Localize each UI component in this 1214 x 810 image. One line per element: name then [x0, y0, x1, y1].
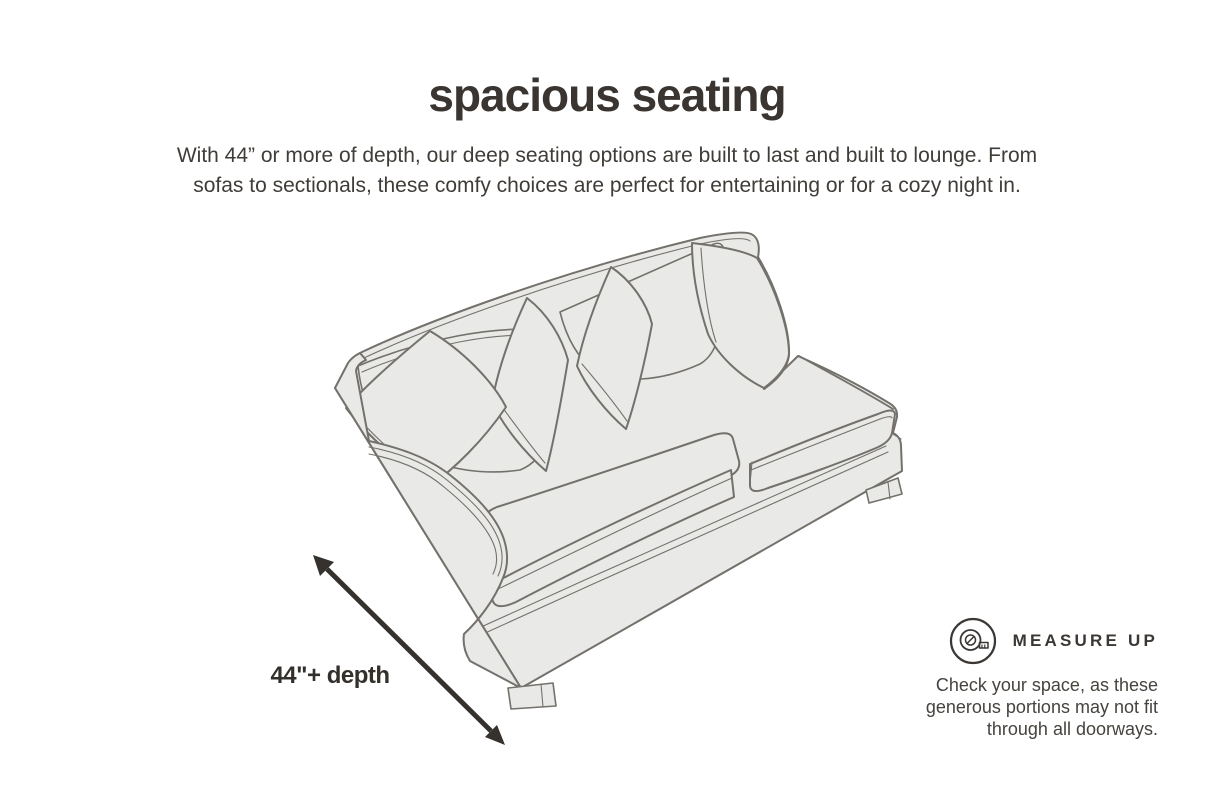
note-line: through all doorways.: [986, 719, 1158, 739]
measure-up-note: [926, 674, 1158, 740]
depth-dimension-label: 44"+ depth: [270, 662, 390, 689]
page-title: spacious seating: [428, 69, 786, 121]
sofa-foot-left: [508, 683, 556, 709]
measure-up-section: [888, 617, 1158, 740]
description-line: sofas to sectionals, these comfy choices are perfect for entertaining or for a cozy night in.: [193, 174, 1021, 197]
note-line: Check your space, as these: [935, 675, 1158, 695]
note-line: generous portions may not fit: [925, 697, 1158, 717]
measure-up-header-row: [949, 617, 1158, 665]
measure-up-heading: MEASURE UP: [1012, 631, 1158, 650]
description-line: With 44” or more of depth, our deep seating options are built to last and built to lounge. From: [176, 144, 1038, 167]
tape-measure-icon: [949, 617, 997, 665]
